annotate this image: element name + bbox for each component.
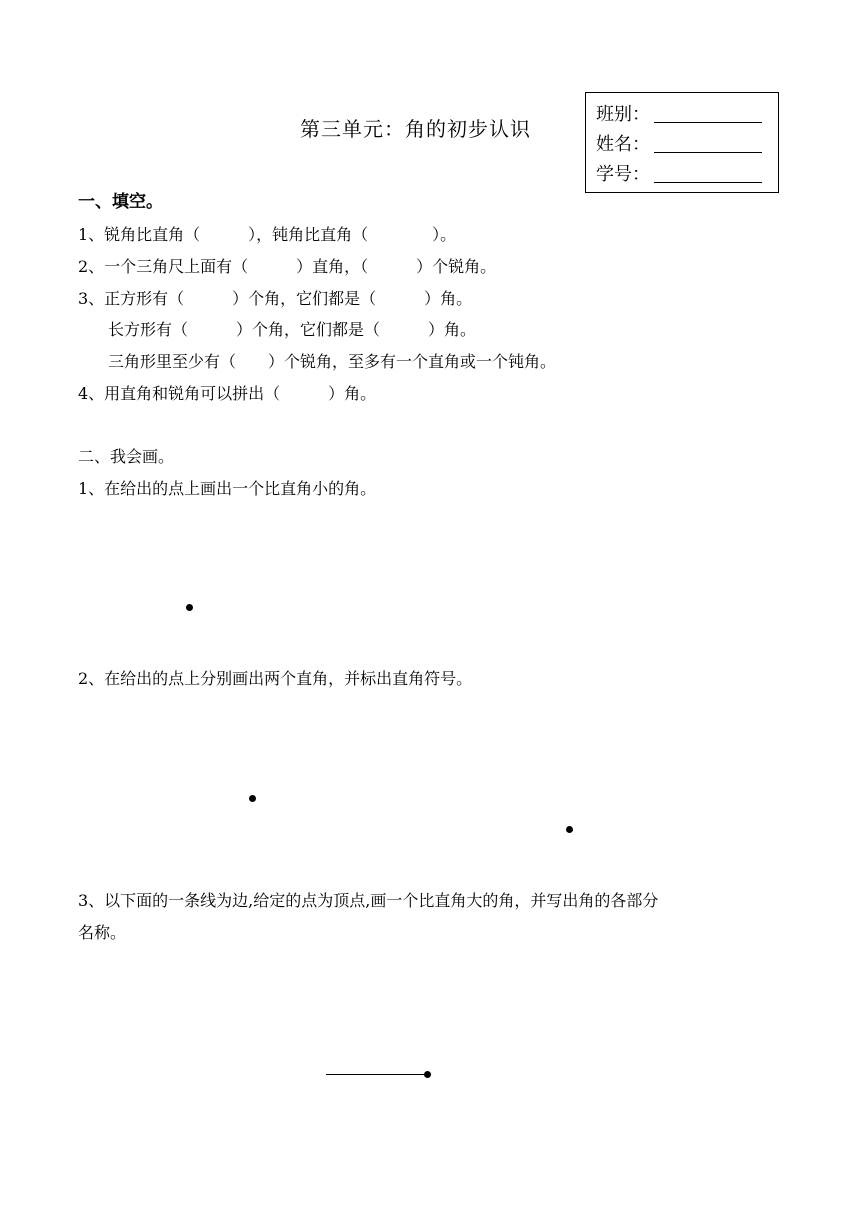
class-blank-line[interactable] xyxy=(654,122,762,123)
given-ray-side xyxy=(326,1074,427,1075)
student-number-blank-line[interactable] xyxy=(654,182,762,183)
question-4: 4、用直角和锐角可以拼出（ ）角。 xyxy=(78,384,377,403)
drawing-question-2: 2、在给出的点上分别画出两个直角，并标出直角符号。 xyxy=(78,669,473,688)
vertex-point xyxy=(249,795,256,802)
question-1: 1、锐角比直角（ ），钝角比直角（ ）。 xyxy=(78,225,457,244)
vertex-point xyxy=(566,826,573,833)
page-title: 第三单元：角的初步认识 xyxy=(300,117,531,141)
drawing-question-1: 1、在给出的点上画出一个比直角小的角。 xyxy=(78,479,377,498)
name-blank-line[interactable] xyxy=(654,152,762,153)
section-drawing-heading: 二、我会画。 xyxy=(78,447,175,466)
drawing-question-3-line-1: 3、以下面的一条线为边,给定的点为顶点,画一个比直角大的角，并写出角的各部分 xyxy=(78,891,659,910)
student-info-box xyxy=(585,92,779,193)
question-3-rectangle: 长方形有（ ）个角，它们都是（ ）角。 xyxy=(108,320,477,339)
class-label: 班别： xyxy=(596,104,650,125)
class-field[interactable] xyxy=(596,105,650,125)
student-number-label: 学号： xyxy=(596,164,650,185)
name-field[interactable] xyxy=(596,135,650,155)
vertex-point xyxy=(186,604,193,611)
question-3-square: 3、正方形有（ ）个角，它们都是（ ）角。 xyxy=(78,289,473,308)
question-3-triangle: 三角形里至少有（ ）个锐角，至多有一个直角或一个钝角。 xyxy=(108,352,557,371)
question-2: 2、一个三角尺上面有（ ）直角，（ ）个锐角。 xyxy=(78,257,497,276)
section-fill-blanks-heading: 一、填空。 xyxy=(78,192,163,212)
drawing-question-3-line-2: 名称。 xyxy=(78,923,127,942)
name-label: 姓名： xyxy=(596,134,650,155)
vertex-point xyxy=(424,1071,431,1078)
student-number-field[interactable] xyxy=(596,165,650,185)
